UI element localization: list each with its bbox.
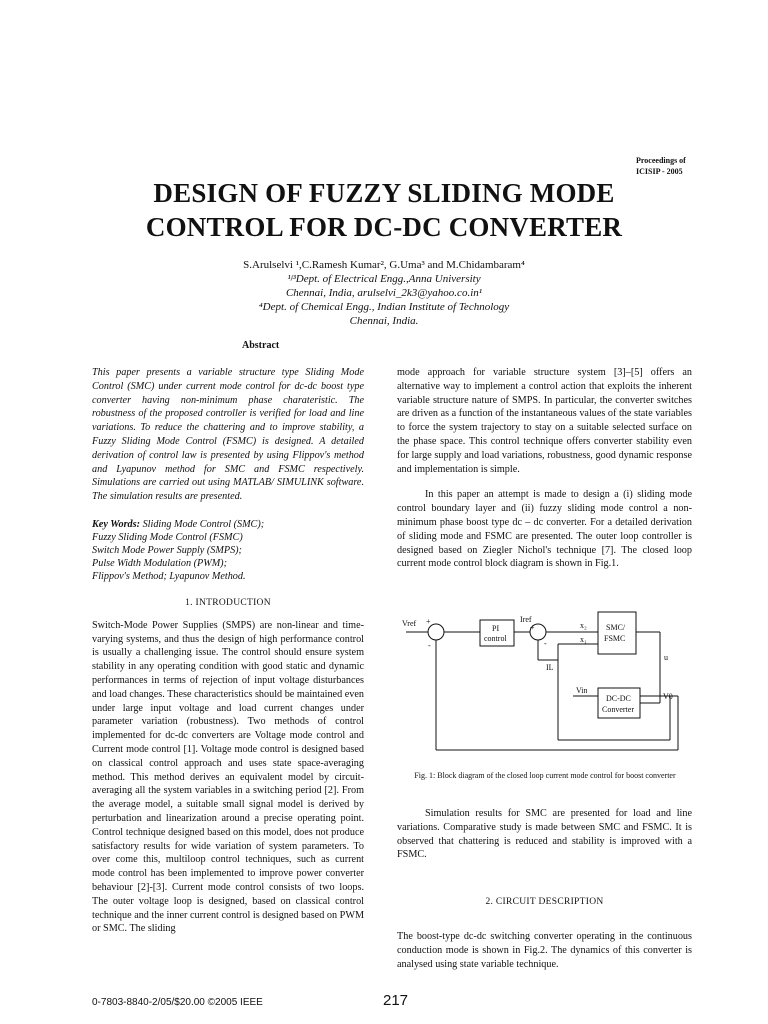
dcdc-label: DC-DC <box>606 694 631 703</box>
il-label: IL <box>546 663 554 672</box>
keywords-label: Key Words: <box>92 518 141 530</box>
copyright-footer: 0-7803-8840-2/05/$20.00 ©2005 IEEE <box>92 997 263 1008</box>
section-1-heading: 1. INTRODUCTION <box>185 597 271 608</box>
control-label: control <box>484 634 507 643</box>
vin-label: Vin <box>576 686 588 695</box>
block-diagram-figure <box>398 600 690 770</box>
keyword-1: Sliding Mode Control (SMC); <box>142 518 265 530</box>
paper-title <box>0 176 768 244</box>
keyword-5: Flippov's Method; Lyapunov Method. <box>92 570 246 582</box>
proceedings-line-1: Proceedings of <box>636 156 686 165</box>
author-block <box>0 258 768 328</box>
affiliation-3: ⁴Dept. of Chemical Engg., Indian Institute of Technology <box>258 301 510 313</box>
iref-label: Iref <box>520 615 532 624</box>
proceedings-note <box>636 155 686 177</box>
figure-1-caption: Fig. 1: Block diagram of the closed loop current mode control for boost converter <box>414 771 676 780</box>
x2-label: x₂ <box>580 621 587 630</box>
left-column <box>92 366 364 936</box>
abstract-text: This paper presents a variable structure type Sliding Mode Control (SMC) under current mode control for dc-dc boost type converter having non-minimum phase charateristic. The robustness of the proposed controller is verified for load and line variations. To reduce the chattering and to improve stability, a Fuzzy Sliding Mode Control (FSMC) is designed. A detailed derivation of control law is presented by using Flippov's method and Lyapunov method for SMC and FSMC respectively. Simulations are carried out using MATLAB/ SIMULINK software. The simulation results are presented. <box>92 367 364 503</box>
fsmc-label: FSMC <box>604 634 626 643</box>
keyword-3: Switch Mode Power Supply (SMPS); <box>92 544 242 556</box>
plus-sign-2: + <box>530 623 535 632</box>
affiliation-4: Chennai, India. <box>349 315 419 327</box>
section-2-heading: 2. CIRCUIT DESCRIPTION <box>485 897 604 908</box>
keyword-2: Fuzzy Sliding Mode Control (FSMC) <box>92 531 243 543</box>
abstract-heading: Abstract <box>242 340 280 351</box>
affiliation-1: ¹ʲ³Dept. of Electrical Engg.,Anna University <box>287 273 481 285</box>
right-paragraph-1: mode approach for variable structure system [3]–[5] offers an alternative way to implement a control action that exploits the inherent variable structure nature of SMPS. In particular, the converter switches are driven as a function of the instantaneous values of the state variables to force the system trajectory to stay on a suitable selected surface on the phase space. This control technique offers converter stability even for large supply and load variations, robustness, good dynamic response and implementation is simple. <box>397 367 692 475</box>
minus-sign-1: - <box>428 641 431 650</box>
smc-label: SMC/ <box>606 623 626 632</box>
vo-label: V0 <box>663 692 673 701</box>
proceedings-line-2: ICISIP - 2005 <box>636 167 683 176</box>
introduction-text: Switch-Mode Power Supplies (SMPS) are non-linear and time-varying systems, and thus the design of high performance control is usually a challenging issue. The control should ensure system stability in any operating condition with good static and dynamic performances in terms of rejection of input voltage disturbances and load changes. These characteristics should be maintained even under large input voltage and load current changes under parameter variation (robustness). Two methods of control implemented for dc-dc converters are Voltage mode control and Current mode control [1]. Voltage mode control is designed based on classical control approach and uses state space-averaging method. This method derives an equivalent model by circuit-averaging all the system variables in a switching period [2]. From the average model, a suitable small signal model is derived by perturbation and linearization around a precise operating point. Control technique designed based on this model, does not produce satisfactory results for wide variation of system parameters. To over come this, multiloop control techniques, such as current mode control has been implemented to improve power converter behaviour [2]-[3]. Current mode control consists of two loops. The outer voltage loop is designed, based on classical control technique and the inner current control is designed based on PWM or SMC. The sliding <box>92 619 364 935</box>
u-label: u <box>664 653 668 662</box>
title-line-1: DESIGN OF FUZZY SLIDING MODE <box>153 178 615 208</box>
keywords-block <box>92 518 364 583</box>
author-names: S.Arulselvi ¹,C.Ramesh Kumar², G.Uma³ and M.Chidambaram⁴ <box>243 259 525 271</box>
right-column-top <box>397 366 692 571</box>
right-paragraph-2: In this paper an attempt is made to design a (i) sliding mode control boundary layer and (ii) fuzzy sliding mode control a non-minimum phase boost type dc – dc converter. For a detailed derivation of sliding mode and FSMC are presented. The outer loop controller is designed based on Ziegler Nichol's technique [7]. The closed loop current mode control block diagram is shown in Fig.1. <box>397 489 692 570</box>
minus-sign-2: - <box>544 639 547 648</box>
pi-label: PI <box>492 624 500 633</box>
title-line-2: CONTROL FOR DC-DC CONVERTER <box>145 212 623 242</box>
converter-label: Converter <box>602 705 634 714</box>
right-paragraph-4: The boost-type dc-dc switching converter operating in the continuous conduction mode is shown in Fig.2. The dynamics of this converter is analysed using state variable technique. <box>397 930 692 970</box>
plus-sign-1: + <box>426 617 431 626</box>
smc-fsmc-block <box>598 612 636 654</box>
sum-junction-1 <box>428 624 444 640</box>
x1-label: x₁ <box>580 635 587 644</box>
vref-label: Vref <box>402 619 417 628</box>
keyword-4: Pulse Width Modulation (PWM); <box>92 557 227 569</box>
right-paragraph-3: Simulation results for SMC are presented for load and line variations. Comparative study is made between SMC and FSMC. It is observed that chattering is reduced and stability is improved with a FSMC. <box>397 808 692 861</box>
affiliation-2: Chennai, India, arulselvi_2k3@yahoo.co.in¹ <box>285 287 483 299</box>
page-number: 217 <box>383 992 409 1009</box>
right-column-bottom <box>397 807 692 971</box>
